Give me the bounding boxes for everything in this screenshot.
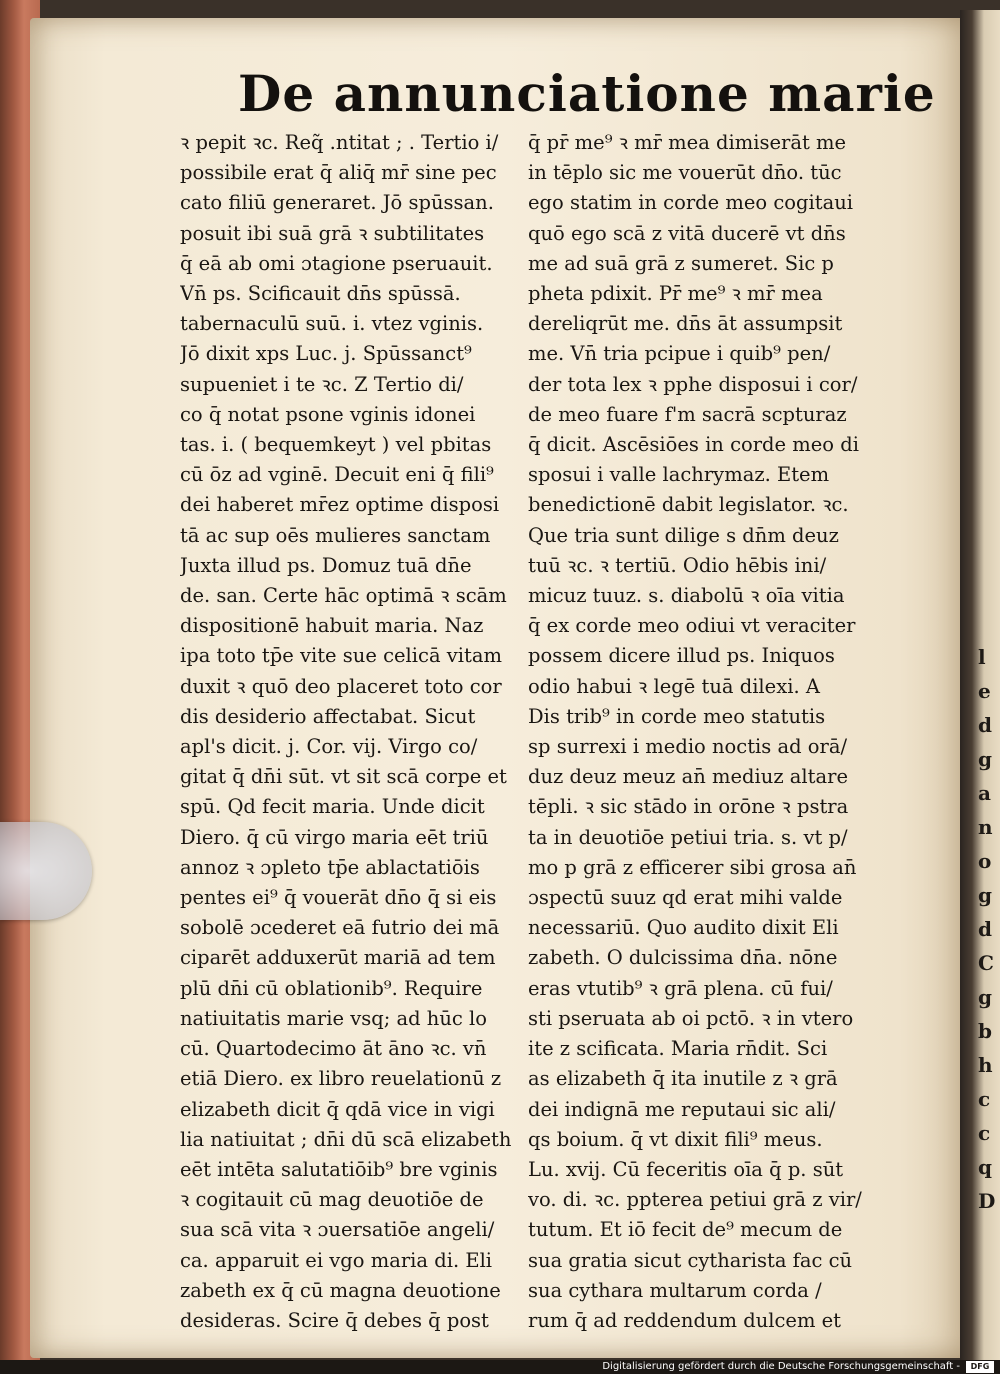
text-line: duxit ꝛ quō deo placeret toto cor	[180, 674, 502, 698]
text-line: sua scā vita ꝛ ɔuersatiōe angeli/	[180, 1218, 495, 1242]
text-line: elizabeth dicit q̄ qdā vice in vigi	[180, 1097, 495, 1121]
text-line: natiuitatis marie vsq; ad hūc lo	[180, 1006, 488, 1030]
edge-letter: h	[978, 1053, 993, 1077]
text-line: dereliqrūt me. dn̄s āt assumpsit	[528, 312, 843, 336]
text-line: sposui i valle lachrymaz. Etem	[528, 463, 830, 487]
text-line: Lu. xvij. Cū feceritis oīa q̄ p. sūt	[528, 1157, 844, 1181]
edge-letter: b	[978, 1019, 992, 1043]
text-line: cato filiū generaret. Jō spūssan.	[180, 191, 494, 215]
edge-letter: C	[978, 951, 994, 975]
text-line: plū dn̄i cū oblationib⁹. Require	[180, 976, 483, 1000]
left-text-column	[180, 128, 520, 1336]
text-line: dei indignā me reputaui sic ali/	[528, 1097, 836, 1121]
text-line: mo p grā z efficerer sibi grosa an̄	[528, 855, 857, 879]
text-line: possibile erat q̄ aliq̄ mr̄ sine pec	[180, 161, 497, 185]
text-line: sua cythara multarum corda /	[528, 1278, 822, 1302]
edge-letter: c	[978, 1087, 991, 1111]
edge-letter: l	[978, 645, 986, 669]
text-line: odio habui ꝛ legē tuā dilexi. A	[528, 674, 820, 698]
text-line: ciparēt adduxerūt mariā ad tem	[180, 946, 496, 970]
text-line: ta in deuotiōe petiui tria. s. vt p/	[528, 825, 848, 849]
text-line: ꝛ cogitauit cū mag deuotiōe de	[180, 1188, 484, 1212]
text-line: Vn̄ ps. Scificauit dn̄s spūssā.	[180, 282, 461, 306]
text-line: co q̄ notat psone vginis idonei	[180, 402, 476, 426]
text-line: q̄ pr̄ me⁹ ꝛ mr̄ mea dimiserāt me	[528, 131, 847, 154]
text-line: de meo fuare f'm sacrā scpturaz	[528, 402, 847, 426]
text-line: rum q̄ ad reddendum dulcem et	[528, 1308, 842, 1332]
text-line: supueniet i te ꝛc. Z Tertio di/	[180, 372, 464, 396]
text-line: eras vtutib⁹ ꝛ grā plena. cū fui/	[528, 976, 833, 1000]
edge-letter: D	[978, 1189, 996, 1213]
text-line: ɔspectū suuz qd erat mihi valde	[528, 886, 843, 910]
edge-letter: a	[978, 781, 991, 805]
text-line: tā ac sup oēs mulieres sanctam	[180, 523, 491, 547]
text-line: q̄ ex corde meo odiui vt veraciter	[528, 614, 856, 638]
text-line: in tēplo sic me vouerūt dn̄o. tūc	[528, 161, 842, 185]
text-line: apl's dicit. j. Cor. vij. Virgo co/	[180, 735, 478, 759]
edge-letter: d	[978, 917, 992, 941]
text-line: sti pseruata ab oi pctō. ꝛ in vtero	[528, 1006, 854, 1030]
text-line: dis desiderio affectabat. Sicut	[180, 704, 476, 728]
text-line: possem dicere illud ps. Iniquos	[528, 644, 835, 668]
text-line: ca. apparuit ei vgo maria di. Eli	[180, 1248, 493, 1272]
text-line: ite z scificata. Maria rn̄dit. Sci	[528, 1037, 828, 1061]
text-line: desideras. Scire q̄ debes q̄ post	[180, 1308, 489, 1332]
text-line: sp surrexi i medio noctis ad orā/	[528, 735, 848, 759]
text-line: me. Vn̄ tria pcipue i quib⁹ pen/	[528, 342, 831, 366]
edge-letter: n	[978, 815, 993, 839]
text-line: tutum. Et iō fecit de⁹ mecum de	[528, 1218, 843, 1242]
text-line: Que tria sunt dilige s dn̄m deuz	[528, 523, 839, 547]
text-line: sua gratia sicut cytharista fac cū	[528, 1248, 853, 1272]
text-line: sobolē ɔcederet eā futrio dei mā	[180, 916, 500, 940]
text-line: benedictionē dabit legislator. ꝛc.	[528, 493, 849, 517]
text-line: cū ōz ad vginē. Decuit eni q̄ fili⁹	[180, 463, 494, 487]
text-line: zabeth ex q̄ cū magna deuotione	[180, 1278, 501, 1302]
text-line: etiā Diero. ex libro reuelationū z	[180, 1067, 502, 1091]
text-line: qs boium. q̄ vt dixit fili⁹ meus.	[528, 1127, 823, 1151]
dfg-logo: DFG	[966, 1361, 994, 1373]
text-line: pentes ei⁹ q̄ vouerāt dn̄o q̄ si eis	[180, 886, 497, 910]
text-line: q̄ eā ab omi ɔtagione pseruauit.	[180, 251, 493, 275]
text-line: pheta pdixit. Pr̄ me⁹ ꝛ mr̄ mea	[528, 282, 823, 306]
text-line: Dis trib⁹ in corde meo statutis	[528, 704, 826, 728]
text-line: dispositionē habuit maria. Naz	[180, 614, 484, 638]
text-line: as elizabeth q̄ ita inutile z ꝛ grā	[528, 1067, 838, 1091]
text-line: quō ego scā z vitā ducerē vt dn̄s	[528, 221, 846, 245]
text-line: cū. Quartodecimo āt āno ꝛc. vn̄	[180, 1037, 487, 1061]
text-line: dei haberet mr̄ez optime disposi	[180, 493, 500, 517]
text-line: annoz ꝛ ɔpleto tp̄e ablactatiōis	[180, 855, 480, 879]
footer-credit: Digitalisierung gefördert durch die Deutsche Forschungsgemeinschaft -	[602, 1361, 960, 1372]
text-line: duz deuz meuz an̄ mediuz altare	[528, 765, 848, 789]
text-line: tēpli. ꝛ sic stādo in orōne ꝛ pstra	[528, 795, 849, 819]
edge-letter: g	[978, 883, 992, 907]
text-line: Diero. q̄ cū virgo maria eēt triū	[180, 825, 489, 849]
text-line: lia natiuitat ; dn̄i dū scā elizabeth	[180, 1127, 512, 1151]
text-line: micuz tuuz. s. diabolū ꝛ oīa vitia	[528, 584, 845, 608]
text-line: Juxta illud ps. Domuz tuā dn̄e	[180, 553, 472, 577]
text-line: der tota lex ꝛ pphe disposui i cor/	[528, 372, 858, 396]
text-line: ego statim in corde meo cogitaui	[528, 191, 853, 215]
next-page-edge-text	[978, 640, 1000, 1218]
text-line: eēt intēta salutatiōib⁹ bre vginis	[180, 1157, 498, 1181]
text-line: spū. Qd fecit maria. Unde dicit	[180, 795, 485, 819]
text-line: tabernaculū suū. i. vtez vginis.	[180, 312, 484, 336]
edge-letter: g	[978, 747, 992, 771]
page-title: De annunciatione marie	[238, 64, 936, 123]
edge-letter: d	[978, 713, 992, 737]
text-line: de. san. Certe hāc optimā ꝛ scām	[180, 584, 507, 608]
text-line: tuū ꝛc. ꝛ tertiū. Odio hēbis ini/	[528, 553, 827, 577]
text-line: me ad suā grā z sumeret. Sic p	[528, 251, 834, 275]
edge-letter: o	[978, 849, 992, 873]
text-line: q̄ dicit. Ascēsiōes in corde meo di	[528, 433, 859, 457]
text-line: posuit ibi suā grā ꝛ subtilitates	[180, 221, 485, 245]
text-line: necessariū. Quo audito dixit Eli	[528, 916, 839, 940]
text-line: zabeth. O dulcissima dn̄a. nōne	[528, 946, 838, 970]
text-line: ipa toto tp̄e vite sue celicā vitam	[180, 644, 502, 668]
text-line: Jō dixit xps Luc. j. Spūssanct⁹	[180, 342, 472, 366]
edge-letter: e	[978, 679, 991, 703]
text-line: ꝛ pepit ꝛc. Req̃ .ntitat ; . Tertio i/	[180, 131, 499, 154]
edge-letter: q	[978, 1155, 992, 1179]
right-text-column	[528, 128, 868, 1336]
text-line: tas. i. ( bequemkeyt ) vel pbitas	[180, 433, 492, 457]
edge-letter: c	[978, 1121, 991, 1145]
edge-letter: g	[978, 985, 992, 1009]
text-line: gitat q̄ dn̄i sūt. vt sit scā corpe et	[180, 765, 507, 789]
text-line: vo. di. ꝛc. ppterea petiui grā z vir/	[528, 1188, 862, 1212]
